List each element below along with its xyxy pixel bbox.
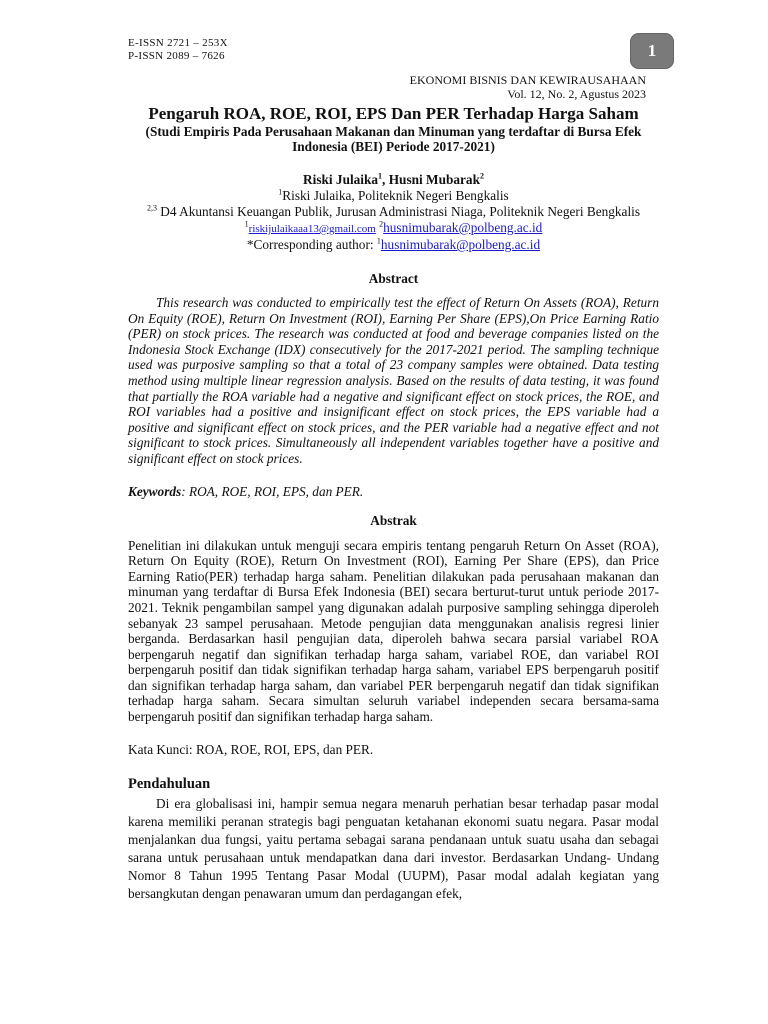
abstrak-heading: Abstrak bbox=[370, 512, 417, 528]
author-2-sup: 2 bbox=[479, 171, 484, 181]
kata-kunci-line: Kata Kunci: ROA, ROE, ROI, EPS, dan PER. bbox=[128, 741, 374, 757]
abstract-text: This research was conducted to empirically test the effect of Return On Assets (ROA), Return On Equity (ROE), Return On Investment (ROI), Earning Per Share (EPS),On Price Earning Ratio (PER) on stock prices. The research was conducted at food and beverage companies listed on the Indonesia Stock Exchange (IDX) consecutively for the 2017-2021 period. The sampling technique used was purposive sampling so that a total of 23 company samples were obtained. Data testing method using multiple linear regression analysis. Based on the results of data testing, it was found that partially the ROA variable had a negative and significant effect on stock prices, the ROE, and ROI variables had a positive and insignificant effect on stock prices, the EPS variable had a positive and significant effect on stock prices, and the PER variable had a negative effect and not significant to stock prices. Simultaneously all independent variables together have a positive and significant effect on stock prices. bbox=[128, 295, 659, 466]
eissn: E-ISSN 2721 – 253X bbox=[128, 37, 228, 49]
affiliation-2-sup: 2,3 bbox=[146, 203, 157, 213]
keywords-line bbox=[128, 484, 659, 500]
corresponding-author-line bbox=[128, 237, 659, 253]
journal-volume: Vol. 12, No. 2, Agustus 2023 bbox=[507, 87, 646, 101]
author-line bbox=[128, 171, 659, 188]
author-1: Riski Julaika bbox=[303, 172, 379, 187]
email-line bbox=[128, 220, 659, 237]
author-separator: , bbox=[382, 172, 389, 187]
email-2-link[interactable]: husnimubarak@polbeng.ac.id bbox=[383, 220, 543, 235]
issn-block bbox=[128, 37, 228, 63]
pendahuluan-text: Di era globalisasi ini, hampir semua negara menaruh perhatian besar terhadap pasar modal karena memiliki peranan strategis bagi penguatan ketahanan ekonomi suatu negara. Pasar modal menjalankan dua fungsi, yaitu pertama sebagai sarana pendanaan untuk suatu usaha dan sebagai sarana untuk perusahaan untuk mendapatkan dana dari investor. Berdasarkan Undang- Undang Nomor 8 Tahun 1995 Tentang Pasar Modal (UUPM), Pasar modal adalah kegiatan yang bersangkutan dengan penawaran umum dan perdagangan efek, bbox=[128, 795, 659, 901]
email-2-sup: 2 bbox=[379, 219, 384, 229]
journal-header bbox=[410, 73, 646, 101]
corresponding-sup: 1 bbox=[376, 236, 381, 246]
corresponding-label: *Corresponding author: bbox=[246, 237, 377, 252]
email-1-sup: 1 bbox=[244, 219, 249, 229]
corresponding-email-link[interactable]: husnimubarak@polbeng.ac.id bbox=[380, 237, 541, 252]
affiliation-1 bbox=[128, 188, 659, 204]
affiliation-1-sup: 1 bbox=[278, 187, 283, 197]
page-number-badge: 1 bbox=[630, 33, 674, 69]
paper-content bbox=[128, 104, 659, 903]
abstrak-text: Penelitian ini dilakukan untuk menguji secara empiris tentang pengaruh Return On Asset (ROA), Return On Equity (ROE), Return On Investment (ROI), Earning Per Share (EPS), dan Price Earning Ratio(PER) terhadap harga saham. Penelitian dilakukan pada perusahaan makanan dan minuman yang terdaftar di Bursa Efek Indonesia (BEI) secara berturut-turut untuk periode 2017-2021. Teknik pengambilan sampel yang digunakan adalah purposive sampling sehingga diperoleh sebanyak 23 sampel perusahaan. Metode pengujian data menggunakan analisis regresi linier berganda. Berdasarkan hasil pengujian data, diperoleh bahwa secara parsial variabel ROA berpengaruh negatif dan signifikan terhadap harga saham, variabel ROE, dan variabel ROI berpengaruh positif dan tidak signifikan terhadap harga saham, variabel EPS berpengaruh positif dan signifikan terhadap harga saham, dan variabel PER berpengaruh negatif dan tidak signifikan terhadap harga saham. Secara simultan seluruh variabel independen secara bersama-sama berpengaruh positif dan signifikan terhadap harga saham. bbox=[128, 537, 659, 725]
affiliation-1-text: Riski Julaika, Politeknik Negeri Bengkalis bbox=[282, 188, 509, 203]
author-2: Husni Mubarak bbox=[388, 172, 480, 187]
affiliation-2 bbox=[128, 204, 659, 220]
keywords-label: Keywords bbox=[128, 483, 182, 499]
paper-title: Pengaruh ROA, ROE, ROI, EPS Dan PER Terhadap Harga Saham bbox=[148, 104, 639, 123]
pissn: P-ISSN 2089 – 7626 bbox=[128, 50, 225, 62]
email-1-link[interactable]: riskijulaikaaa13@gmail.com bbox=[248, 223, 376, 235]
pendahuluan-heading: Pendahuluan bbox=[128, 775, 211, 792]
journal-name: EKONOMI BISNIS DAN KEWIRAUSAHAAN bbox=[409, 73, 646, 87]
abstract-heading: Abstract bbox=[368, 271, 419, 286]
affiliation-2-text: D4 Akuntansi Keuangan Publik, Jurusan Administrasi Niaga, Politeknik Negeri Bengkalis bbox=[156, 204, 641, 219]
author-1-sup: 1 bbox=[378, 171, 383, 181]
paper-subtitle: (Studi Empiris Pada Perusahaan Makanan dan Minuman yang terdaftar di Bursa Efek Indonesia (BEI) Periode 2017-2021) bbox=[145, 124, 642, 154]
keywords-text: : ROA, ROE, ROI, EPS, dan PER. bbox=[181, 483, 364, 499]
